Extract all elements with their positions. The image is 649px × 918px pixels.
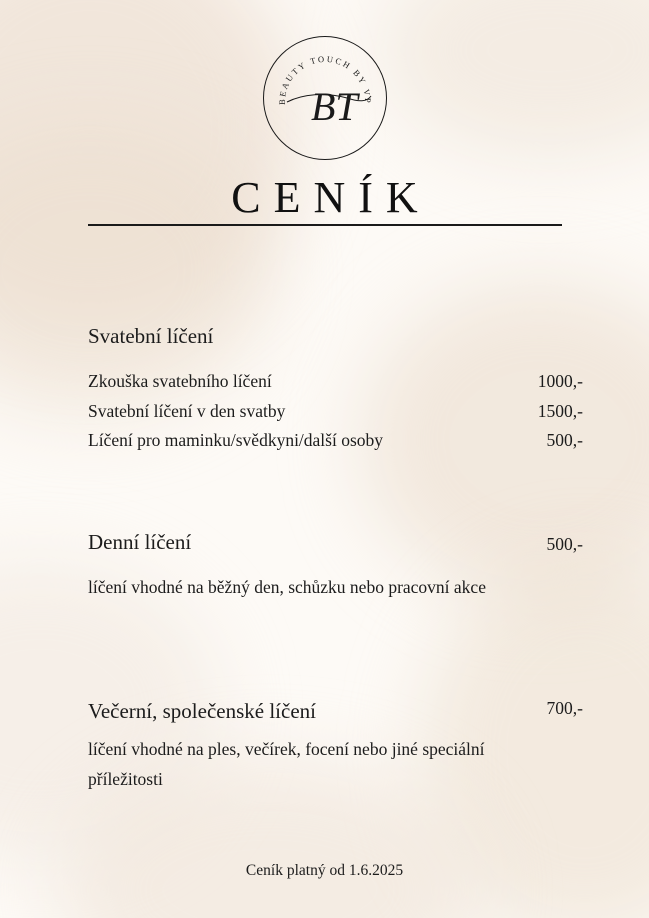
section-price-evening: 700,-	[546, 698, 583, 718]
section-heading-evening: Večerní, společenské líčení	[88, 699, 316, 723]
price-item-label: Svatební líčení v den svatby	[88, 401, 286, 421]
validity-footer: Ceník platný od 1.6.2025	[245, 862, 404, 879]
section-heading-wedding: Svatební líčení	[88, 324, 214, 348]
price-item-label: Líčení pro maminku/svědkyni/další osoby	[88, 430, 384, 450]
page-title: CENÍK	[231, 173, 431, 222]
section-description-day: líčení vhodné na běžný den, schůzku nebo pracovní akce	[88, 577, 486, 597]
section-description-evening-line2: příležitosti	[88, 769, 163, 789]
section-price-day: 500,-	[546, 534, 583, 554]
logo-artwork	[263, 36, 387, 160]
section-description-evening-line1: líčení vhodné na ples, večírek, focení nebo jiné speciální	[88, 739, 485, 759]
logo-ring-text: BEAUTY TOUCH BY VP	[276, 53, 374, 106]
price-item-label: Zkouška svatebního líčení	[88, 371, 272, 391]
price-item-value: 1500,-	[537, 401, 583, 421]
logo-monogram: BT	[311, 84, 358, 129]
title-divider	[88, 224, 562, 226]
price-item-value: 500,-	[546, 430, 583, 450]
brand-logo	[263, 36, 387, 160]
section-heading-day: Denní líčení	[88, 530, 192, 554]
price-item-value: 1000,-	[537, 371, 583, 391]
